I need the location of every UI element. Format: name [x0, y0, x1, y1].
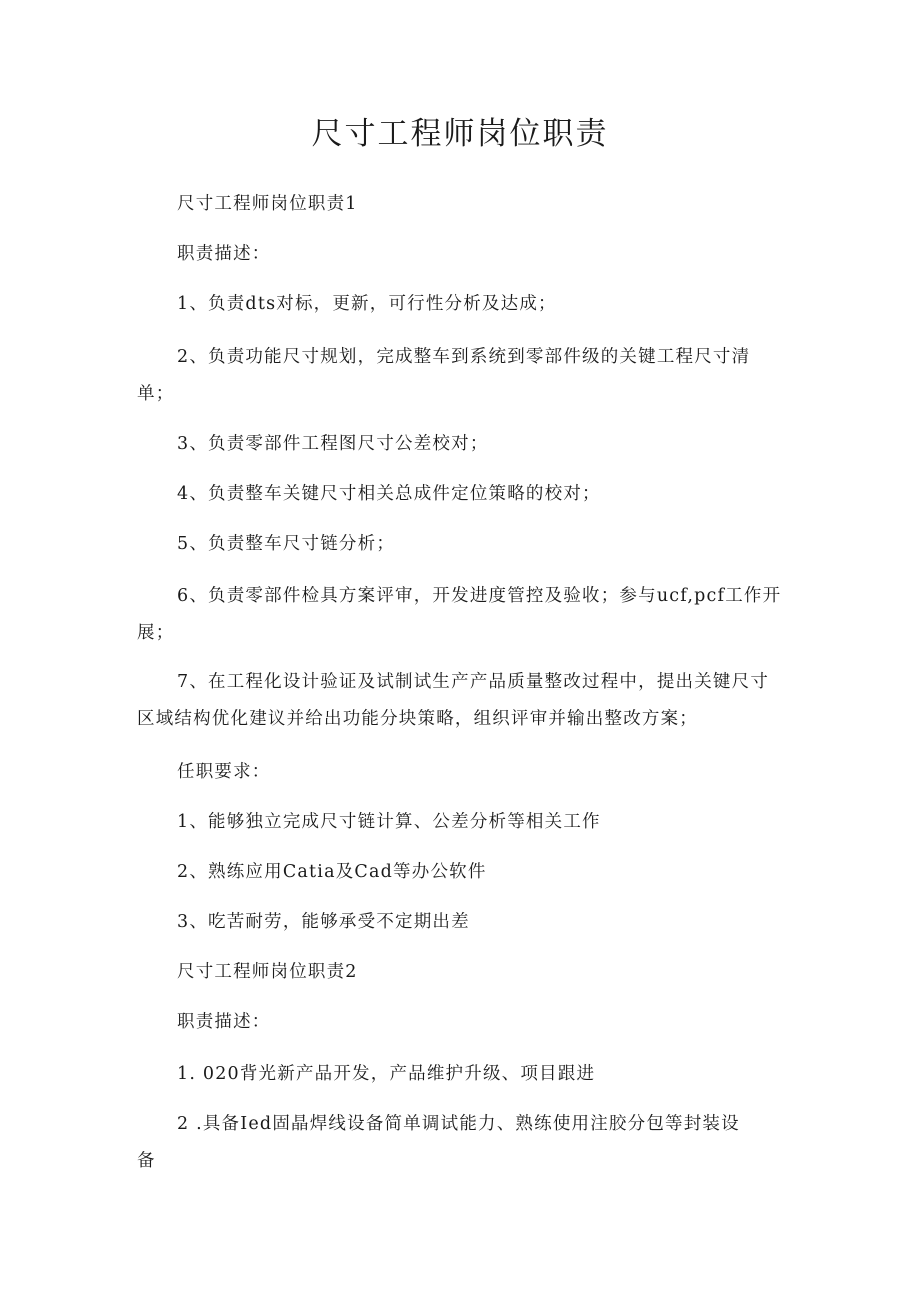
duty-item-2: 2、负责功能尺寸规划，完成整车到系统到零部件级的关键工程尺寸清单； — [137, 347, 751, 404]
duty-item-4: 4、负责整车关键尺寸相关总成件定位策略的校对； — [177, 484, 601, 504]
requirement-item-3: 3、吃苦耐劳，能够承受不定期出差 — [177, 912, 470, 932]
duty-item-3: 3、负责零部件工程图尺寸公差校对； — [177, 434, 489, 454]
duty-item-7: 7、在工程化设计验证及试制试生产产品质量整改过程中，提出关键尺寸区域结构优化建议并给出功能分块策略，组织评审并输出整改方案； — [137, 672, 770, 729]
duty-item-6: 6、负责零部件检具方案评审，开发进度管控及验收；参与ucf,pcf工作开展； — [137, 586, 782, 643]
section-heading-1: 尺寸工程师岗位职责1 — [177, 194, 358, 214]
duty-item-5: 5、负责整车尺寸链分析； — [177, 534, 396, 554]
requirement-item-2: 2、熟练应用Catia及Cad等办公软件 — [177, 862, 487, 882]
duty-description-label: 职责描述： — [177, 244, 271, 264]
duty-item-2-2: 2 .具备Ied固晶焊线设备简单调试能力、熟练使用注胶分包等封装设备 — [137, 1114, 740, 1171]
requirements-label: 任职要求： — [177, 762, 271, 782]
section-heading-2: 尺寸工程师岗位职责2 — [177, 962, 358, 982]
duty-item-1: 1、负责dts对标，更新，可行性分析及达成； — [177, 294, 557, 314]
requirement-item-1: 1、能够独立完成尺寸链计算、公差分析等相关工作 — [177, 812, 601, 832]
duty-description-label-2: 职责描述： — [177, 1012, 271, 1032]
document-title: 尺寸工程师岗位职责 — [311, 116, 609, 152]
duty-item-2-1: 1. 020背光新产品开发，产品维护升级、项目跟进 — [177, 1064, 596, 1084]
